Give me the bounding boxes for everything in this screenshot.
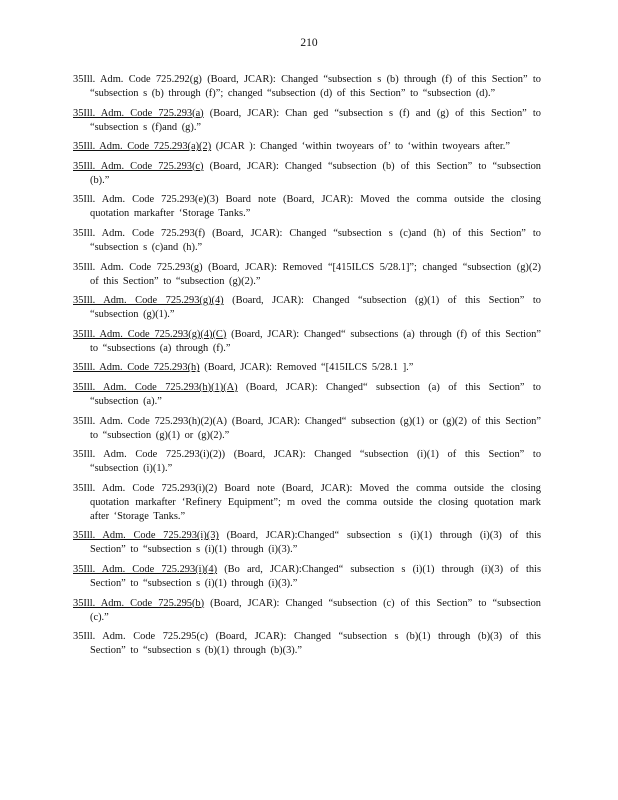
amendment-entry <box>73 160 541 188</box>
amendment-entry <box>73 415 541 443</box>
code-citation: 35Ill. Adm. Code 725.295(c) <box>73 631 209 643</box>
amendment-entry <box>73 227 541 255</box>
amendment-entry <box>73 482 541 524</box>
amendment-text: (Board, JCAR):Changed“ subsection s (i)(1) through (i)(3) of this Section” to “subsection s (i)(1) through (i)(3).” <box>90 530 541 556</box>
amendment-entry <box>73 361 541 375</box>
amendment-entry <box>73 294 541 322</box>
amendment-text: (Board, JCAR): Changed “subsection (b) of this Section” to “subsection (b).” <box>90 160 542 186</box>
amendment-text: (Board, JCAR): Removed “[415ILCS 5/28.1 ].” <box>199 362 414 374</box>
code-citation: 35Ill. Adm. Code 725.293(c) <box>73 160 204 172</box>
amendment-entry <box>73 261 541 289</box>
amendment-text: (Board, JCAR): Removed “[415ILCS 5/28.1]”; changed “subsection (g)(2) of this Section” to “subsection (g)(2).” <box>90 261 541 287</box>
amendment-text: (Board, JCAR): Changed “subsection s (b)(1) through (b)(3) of this Section” to “subsection s (b)(1) through (b)(3).” <box>90 631 541 657</box>
amendment-entry <box>73 448 541 476</box>
amendment-entry <box>73 529 541 557</box>
amendment-entry <box>73 107 541 135</box>
code-citation: 35Ill. Adm. Code 725.292(g) <box>73 74 202 85</box>
code-citation: 35Ill. Adm. Code 725.295(b) <box>73 597 205 609</box>
code-citation: 35Ill. Adm. Code 725.293(a)(2) <box>73 141 212 153</box>
code-citation: 35Ill. Adm. Code 725.293(f) <box>73 227 206 239</box>
code-citation: 35Ill. Adm. Code 725.293(i)(3) <box>73 530 219 542</box>
amendment-text: (Board, JCAR): Changed “subsection (c) of this Section” to “subsection (c).” <box>90 597 541 623</box>
amendment-text: (Board, JCAR): Changed “subsection (g)(1) of this Section” to “subsection (g)(1).” <box>90 295 541 321</box>
amendment-entry <box>73 140 541 154</box>
amendment-list <box>73 73 541 664</box>
amendment-entry <box>73 630 541 658</box>
code-citation: 35Ill. Adm. Code 725.293(e)(3) <box>73 194 219 206</box>
amendment-text: (Board, JCAR): Changed “subsection s (c)and (h) of this Section” to “subsection s (c)and (h).” <box>90 227 541 253</box>
code-citation: 35Ill. Adm. Code 725.293(h)(1)(A) <box>73 381 238 393</box>
amendment-entry <box>73 193 541 221</box>
amendment-text: (Board, JCAR): Changed “subsection (i)(1) of this Section” to “subsection (i)(1).” <box>90 449 542 475</box>
amendment-entry <box>73 328 541 356</box>
amendment-entry <box>73 73 541 101</box>
code-citation: 35Ill. Adm. Code 725.293(a) <box>73 107 204 119</box>
amendment-text: Board note (Board, JCAR): Moved the comma outside the closing quotation markafter ‘Storage Tanks.” <box>90 194 542 220</box>
amendment-entry <box>73 563 541 591</box>
amendment-text: (Board, JCAR): Changed“ subsection (a) of this Section” to “subsection (a).” <box>90 381 541 407</box>
code-citation: 35Ill. Adm. Code 725.293(i)(2)) <box>73 449 226 461</box>
code-citation: 35Ill. Adm. Code 725.293(i)(4) <box>73 563 218 575</box>
code-citation: 35Ill. Adm. Code 725.293(i)(2) <box>73 482 218 494</box>
amendment-text: Board note (Board, JCAR): Moved the comma outside the closing quotation markafter ‘Refinery Equipment”; m oved the comma outside the closing quotation mark after ‘Storage Tanks.” <box>90 482 541 522</box>
amendment-text: (Board, JCAR): Changed “subsection s (b) through (f) of this Section” to “subsection s (b) through (f)”; changed “subsection (d) of this Section” to “subsection (d).” <box>90 74 541 99</box>
amendment-text: (Board, JCAR): Changed“ subsection (g)(1) or (g)(2) of this Section” to “subsection (g)(1) or (g)(2).” <box>90 415 541 441</box>
amendment-text: (Bo ard, JCAR):Changed“ subsection s (i)(1) through (i)(3) of this Section” to “subsection s (i)(1) through (i)(3).” <box>90 563 541 589</box>
amendment-entry <box>73 597 541 625</box>
code-citation: 35Ill. Adm. Code 725.293(h)(2)(A) <box>73 415 228 427</box>
code-citation: 35Ill. Adm. Code 725.293(g) <box>73 261 203 273</box>
amendment-text: (Board, JCAR): Chan ged “subsection s (f) and (g) of this Section” to “subsection s (f)and (g).” <box>90 107 541 133</box>
amendment-text: (JCAR ): Changed ‘within twoyears of’ to ‘within twoyears after.” <box>211 141 511 153</box>
code-citation: 35Ill. Adm. Code 725.293(g)(4)(C) <box>73 328 227 340</box>
amendment-text: (Board, JCAR): Changed“ subsections (a) through (f) of this Section” to “subsections (a) through (f).” <box>90 328 541 354</box>
code-citation: 35Ill. Adm. Code 725.293(g)(4) <box>73 295 224 307</box>
code-citation: 35Ill. Adm. Code 725.293(h) <box>73 362 200 374</box>
amendment-entry <box>73 381 541 409</box>
page-number: 210 <box>300 37 318 49</box>
